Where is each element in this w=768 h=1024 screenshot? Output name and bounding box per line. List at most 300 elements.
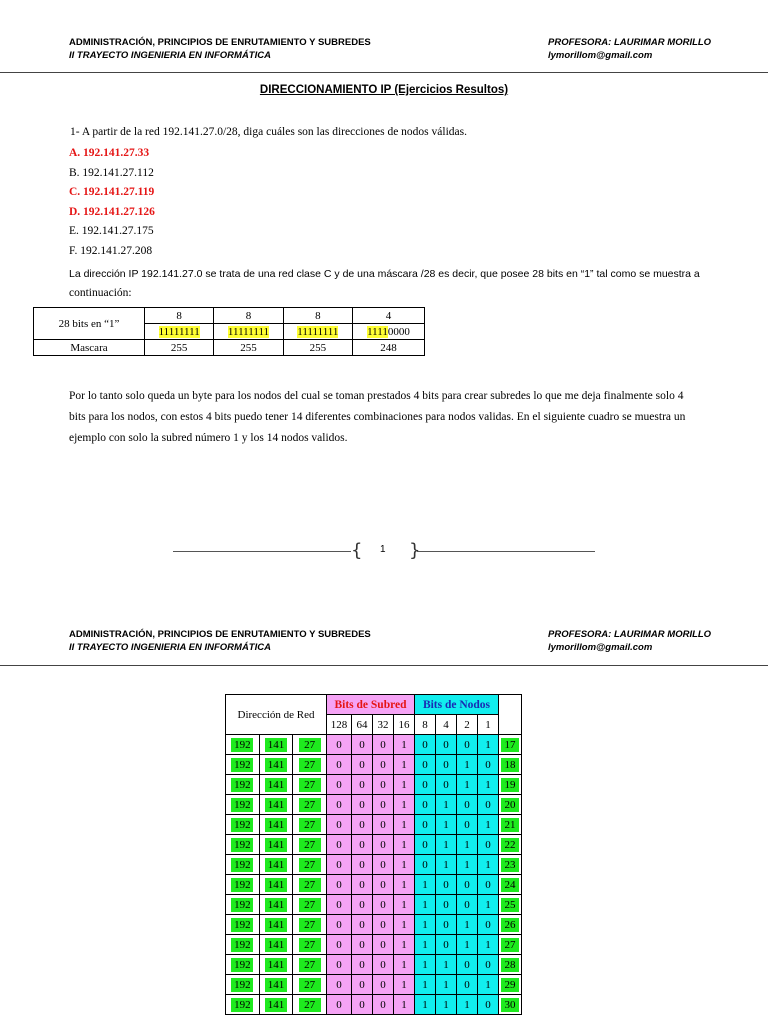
octet-cell — [226, 935, 260, 955]
table-row — [226, 955, 522, 975]
host-value: 28 — [501, 958, 519, 972]
octet-cell — [226, 735, 260, 755]
octet-value: 141 — [265, 978, 287, 992]
explanation-line-2: continuación: — [69, 287, 132, 299]
octet-cell — [293, 935, 327, 955]
subnet-bit: 0 — [352, 835, 373, 855]
octet-cell — [259, 815, 293, 835]
mask-value: 255 — [214, 340, 283, 356]
octet-cell — [259, 995, 293, 1015]
bit-label: 64 — [352, 715, 373, 735]
table-row — [226, 935, 522, 955]
node-bit: 0 — [457, 975, 478, 995]
subnet-bit: 1 — [394, 735, 415, 755]
table-row — [226, 755, 522, 775]
page1-header-left — [69, 36, 371, 62]
octet-value: 27 — [299, 998, 321, 1012]
footer-brace-left: { — [351, 540, 363, 561]
octet-value: 141 — [265, 918, 287, 932]
node-bit: 0 — [415, 755, 436, 775]
subnet-bit: 0 — [327, 915, 352, 935]
table-row — [226, 735, 522, 755]
node-bit: 0 — [478, 755, 499, 775]
host-cell — [499, 935, 522, 955]
host-value: 27 — [501, 938, 519, 952]
node-bit: 1 — [457, 775, 478, 795]
octet-cell — [226, 755, 260, 775]
node-bit: 0 — [478, 955, 499, 975]
octet-value: 141 — [265, 878, 287, 892]
node-bit: 1 — [457, 935, 478, 955]
host-cell — [499, 875, 522, 895]
professor-email: lymorillom@gmail.com — [548, 642, 653, 653]
octet-value: 27 — [299, 898, 321, 912]
node-bit: 0 — [478, 915, 499, 935]
octet-cell — [259, 955, 293, 975]
answer-option: B. 192.141.27.112 — [69, 166, 154, 179]
node-bit: 1 — [478, 775, 499, 795]
node-bit: 1 — [478, 935, 499, 955]
node-bit: 1 — [436, 815, 457, 835]
node-bit: 0 — [436, 935, 457, 955]
node-bit: 0 — [415, 835, 436, 855]
octet-cell — [259, 795, 293, 815]
octet-cell — [259, 975, 293, 995]
subnet-bit: 0 — [373, 935, 394, 955]
nodes-header-label: Bits de Nodos — [422, 698, 491, 711]
host-cell — [499, 775, 522, 795]
node-bit: 0 — [436, 875, 457, 895]
host-value: 21 — [501, 818, 519, 832]
nodes-header-row — [226, 695, 522, 715]
octet-value: 27 — [299, 798, 321, 812]
mask-count: 8 — [283, 308, 352, 324]
mask-values-row — [34, 340, 425, 356]
subnet-bit: 1 — [394, 915, 415, 935]
octet-value: 27 — [299, 758, 321, 772]
host-cell — [499, 975, 522, 995]
page1-header-right — [548, 36, 711, 62]
subnet-bit: 0 — [352, 995, 373, 1015]
subnet-bit: 0 — [373, 895, 394, 915]
octet-value: 192 — [231, 978, 253, 992]
node-bit: 1 — [478, 855, 499, 875]
nodes-table — [225, 694, 522, 1015]
subnet-bit: 0 — [373, 875, 394, 895]
subnet-bit: 1 — [394, 875, 415, 895]
subnet-bit: 0 — [327, 855, 352, 875]
explanation-line-1: La dirección IP 192.141.27.0 se trata de una red clase C y de una máscara /28 es decir, que posee 28 bits en “1” tal como se muestra a — [69, 268, 700, 280]
octet-value: 27 — [299, 978, 321, 992]
octet-value: 192 — [231, 938, 253, 952]
subnet-bit: 0 — [352, 795, 373, 815]
host-cell — [499, 835, 522, 855]
octet-value: 141 — [265, 798, 287, 812]
mask-bits-highlight: 11111111 — [158, 325, 200, 338]
node-bit: 1 — [436, 835, 457, 855]
subnet-bit: 1 — [394, 935, 415, 955]
octet-value: 27 — [299, 818, 321, 832]
node-bit: 1 — [478, 815, 499, 835]
octet-cell — [293, 955, 327, 975]
answer-option: C. 192.141.27.119 — [69, 186, 155, 199]
answer-option: E. 192.141.27.175 — [69, 225, 154, 238]
subnet-bit: 0 — [327, 815, 352, 835]
host-value: 26 — [501, 918, 519, 932]
node-bit: 1 — [436, 855, 457, 875]
octet-cell — [259, 895, 293, 915]
octet-value: 192 — [231, 838, 253, 852]
subnet-bit: 0 — [373, 815, 394, 835]
octet-value: 141 — [265, 758, 287, 772]
mask-bits — [283, 324, 352, 340]
bit-label: 1 — [478, 715, 499, 735]
octet-cell — [293, 855, 327, 875]
octet-value: 192 — [231, 958, 253, 972]
footer-brace-right: } — [409, 540, 421, 561]
octet-cell — [226, 855, 260, 875]
net-header: Dirección de Red — [226, 695, 327, 735]
octet-cell — [226, 795, 260, 815]
mask-counts-row — [34, 308, 425, 324]
mask-bits — [145, 324, 214, 340]
host-value: 29 — [501, 978, 519, 992]
host-cell — [499, 995, 522, 1015]
subnet-bit: 0 — [327, 875, 352, 895]
host-cell — [499, 815, 522, 835]
node-bit: 1 — [415, 975, 436, 995]
program-title: II TRAYECTO INGENIERIA EN INFORMÁTICA — [69, 50, 271, 61]
node-bit: 1 — [415, 915, 436, 935]
host-value: 22 — [501, 838, 519, 852]
octet-cell — [259, 735, 293, 755]
subnet-bit: 0 — [352, 775, 373, 795]
subnet-bit: 0 — [327, 835, 352, 855]
subnet-bit: 1 — [394, 755, 415, 775]
host-value: 17 — [501, 738, 519, 752]
header-divider — [0, 665, 768, 666]
octet-cell — [293, 875, 327, 895]
octet-cell — [226, 915, 260, 935]
page-title: DIRECCIONAMIENTO IP (Ejercicios Resultos) — [259, 84, 509, 96]
host-cell — [499, 735, 522, 755]
node-bit: 1 — [457, 855, 478, 875]
node-bit: 1 — [415, 935, 436, 955]
header-divider — [0, 72, 768, 73]
octet-cell — [226, 975, 260, 995]
program-title: II TRAYECTO INGENIERIA EN INFORMÁTICA — [69, 642, 271, 653]
node-bit: 1 — [457, 995, 478, 1015]
subnet-bit: 0 — [327, 775, 352, 795]
answer-option: F. 192.141.27.208 — [69, 245, 153, 257]
host-cell — [499, 895, 522, 915]
node-bit: 1 — [436, 795, 457, 815]
node-bit: 1 — [415, 995, 436, 1015]
octet-cell — [226, 955, 260, 975]
paragraph: Por lo tanto solo queda un byte para los nodos del cual se toman prestados 4 bits para crear subredes lo que me deja finalmente solo 4 bits para los nodos, con estos 4 bits puedo tener 14 diferentes combinaciones para nodos validas. En el siguiente cuadro se muestra un ejemplo con solo la subred número 1 y los 14 nodos validos. — [69, 390, 686, 444]
octet-value: 192 — [231, 878, 253, 892]
subnet-bit: 0 — [327, 895, 352, 915]
node-bit: 0 — [478, 875, 499, 895]
octet-cell — [259, 775, 293, 795]
node-bit: 0 — [415, 855, 436, 875]
subnet-bit: 1 — [394, 955, 415, 975]
node-bit: 1 — [457, 755, 478, 775]
mask-bits — [214, 324, 283, 340]
mask-value: 255 — [145, 340, 214, 356]
octet-cell — [293, 895, 327, 915]
host-cell — [499, 955, 522, 975]
subnet-bit: 0 — [352, 735, 373, 755]
bit-label: 8 — [415, 715, 436, 735]
octet-cell — [226, 835, 260, 855]
octet-cell — [226, 775, 260, 795]
mask-row-label: 28 bits en “1” — [34, 308, 145, 340]
subnet-bit: 0 — [373, 735, 394, 755]
octet-value: 192 — [231, 858, 253, 872]
subnet-bit: 1 — [394, 795, 415, 815]
octet-cell — [293, 835, 327, 855]
host-value: 30 — [501, 998, 519, 1012]
octet-cell — [293, 735, 327, 755]
subnet-bit: 0 — [373, 775, 394, 795]
octet-cell — [226, 815, 260, 835]
octet-value: 192 — [231, 818, 253, 832]
mask-count: 4 — [352, 308, 424, 324]
table-row — [226, 915, 522, 935]
octet-value: 141 — [265, 778, 287, 792]
octet-value: 27 — [299, 778, 321, 792]
subnet-bit: 1 — [394, 775, 415, 795]
table-row — [226, 855, 522, 875]
octet-value: 27 — [299, 738, 321, 752]
node-bit: 0 — [415, 815, 436, 835]
octet-value: 141 — [265, 898, 287, 912]
octet-cell — [259, 935, 293, 955]
mask-count: 8 — [214, 308, 283, 324]
octet-value: 141 — [265, 738, 287, 752]
subnet-bit: 0 — [327, 735, 352, 755]
node-bit: 0 — [457, 875, 478, 895]
host-value: 25 — [501, 898, 519, 912]
subnet-bit: 0 — [352, 975, 373, 995]
mask-value: 255 — [283, 340, 352, 356]
octet-cell — [259, 915, 293, 935]
subnet-bit: 0 — [327, 755, 352, 775]
subnet-bit: 0 — [352, 755, 373, 775]
mask-value: 248 — [352, 340, 424, 356]
octet-value: 141 — [265, 818, 287, 832]
table-row — [226, 835, 522, 855]
node-bit: 0 — [457, 735, 478, 755]
subnet-bit: 1 — [394, 975, 415, 995]
bit-label: 128 — [327, 715, 352, 735]
node-bit: 0 — [478, 835, 499, 855]
subnet-bit: 1 — [394, 815, 415, 835]
subnet-bit: 0 — [373, 755, 394, 775]
nodes-header — [415, 695, 499, 715]
subnet-bit: 0 — [373, 915, 394, 935]
node-bit: 1 — [436, 975, 457, 995]
subnet-bit: 1 — [394, 835, 415, 855]
subnet-bit: 0 — [352, 915, 373, 935]
subnet-bit: 0 — [352, 895, 373, 915]
footer-line-right — [417, 551, 595, 552]
host-cell — [499, 795, 522, 815]
host-value: 18 — [501, 758, 519, 772]
node-bit: 0 — [415, 735, 436, 755]
octet-value: 141 — [265, 998, 287, 1012]
node-bit: 0 — [436, 755, 457, 775]
node-bit: 0 — [457, 795, 478, 815]
subnet-bit: 0 — [373, 975, 394, 995]
octet-cell — [259, 755, 293, 775]
node-bit: 1 — [478, 895, 499, 915]
course-title: ADMINISTRACIÓN, PRINCIPIOS DE ENRUTAMIENTO Y SUBREDES — [69, 629, 371, 640]
node-bit: 1 — [457, 915, 478, 935]
subnet-bit: 0 — [352, 815, 373, 835]
mask-bits-highlight: 1111 — [367, 325, 388, 338]
node-bit: 0 — [415, 795, 436, 815]
host-cell — [499, 855, 522, 875]
answer-option: D. 192.141.27.126 — [69, 205, 155, 218]
mask-bits-highlight: 11111111 — [227, 325, 270, 338]
octet-value: 192 — [231, 798, 253, 812]
table-row — [226, 775, 522, 795]
node-bit: 0 — [436, 915, 457, 935]
subnet-bit: 0 — [327, 795, 352, 815]
subnet-header-label: Bits de Subred — [334, 698, 407, 711]
page-number: 1 — [380, 544, 386, 555]
subnet-bit: 0 — [327, 975, 352, 995]
octet-cell — [293, 915, 327, 935]
octet-value: 27 — [299, 838, 321, 852]
host-value: 19 — [501, 778, 519, 792]
table-row — [226, 895, 522, 915]
mask-table — [33, 307, 425, 356]
subnet-bit: 0 — [373, 835, 394, 855]
mask-bits — [352, 324, 424, 340]
octet-value: 192 — [231, 918, 253, 932]
node-bit: 1 — [436, 995, 457, 1015]
mask-bits-highlight: 11111111 — [297, 325, 339, 338]
octet-value: 192 — [231, 738, 253, 752]
octet-cell — [293, 755, 327, 775]
subnet-bit: 0 — [352, 875, 373, 895]
node-bit: 0 — [457, 815, 478, 835]
subnet-bit: 1 — [394, 855, 415, 875]
page2-header-right — [548, 628, 711, 654]
node-bit: 0 — [436, 895, 457, 915]
table-row — [226, 995, 522, 1015]
professor-email: lymorillom@gmail.com — [548, 50, 653, 61]
subnet-bit: 0 — [327, 955, 352, 975]
subnet-bit: 1 — [394, 895, 415, 915]
octet-cell — [293, 815, 327, 835]
node-bit: 1 — [415, 875, 436, 895]
subnet-bit: 0 — [327, 935, 352, 955]
host-value: 20 — [501, 798, 519, 812]
question-text: 1- A partir de la red 192.141.27.0/28, diga cuáles son las direcciones de nodos válidas. — [70, 126, 467, 138]
page2-header-left — [69, 628, 371, 654]
table-row — [226, 795, 522, 815]
octet-value: 27 — [299, 878, 321, 892]
subnet-bit: 0 — [373, 855, 394, 875]
table-row — [226, 815, 522, 835]
subnet-header — [327, 695, 415, 715]
octet-value: 27 — [299, 938, 321, 952]
node-bit: 0 — [436, 775, 457, 795]
octet-value: 192 — [231, 758, 253, 772]
node-bit: 0 — [457, 955, 478, 975]
node-bit: 1 — [478, 975, 499, 995]
host-cell — [499, 915, 522, 935]
host-value: 24 — [501, 878, 519, 892]
node-bit: 0 — [478, 995, 499, 1015]
node-bit: 1 — [436, 955, 457, 975]
octet-cell — [226, 995, 260, 1015]
host-header — [499, 695, 522, 735]
professor-name: PROFESORA: LAURIMAR MORILLO — [548, 37, 712, 48]
octet-value: 141 — [265, 958, 287, 972]
host-value: 23 — [501, 858, 519, 872]
octet-cell — [293, 775, 327, 795]
table-row — [226, 975, 522, 995]
node-bit: 1 — [478, 735, 499, 755]
node-bit: 0 — [478, 795, 499, 815]
node-bit: 1 — [457, 835, 478, 855]
bit-label: 32 — [373, 715, 394, 735]
subnet-bit: 0 — [352, 855, 373, 875]
mask-label: Mascara — [34, 340, 145, 356]
octet-cell — [293, 975, 327, 995]
subnet-bit: 0 — [373, 995, 394, 1015]
octet-value: 27 — [299, 958, 321, 972]
subnet-bit: 0 — [352, 955, 373, 975]
octet-value: 141 — [265, 838, 287, 852]
node-bit: 1 — [415, 895, 436, 915]
octet-value: 141 — [265, 938, 287, 952]
octet-value: 192 — [231, 898, 253, 912]
table-row — [226, 875, 522, 895]
octet-cell — [226, 875, 260, 895]
octet-cell — [293, 795, 327, 815]
node-bit: 0 — [415, 775, 436, 795]
answer-option: A. 192.141.27.33 — [69, 147, 150, 159]
footer-line-left — [173, 551, 351, 552]
bit-label: 16 — [394, 715, 415, 735]
bit-label: 4 — [436, 715, 457, 735]
mask-count: 8 — [145, 308, 214, 324]
octet-cell — [259, 855, 293, 875]
professor-name: PROFESORA: LAURIMAR MORILLO — [548, 629, 712, 640]
octet-cell — [293, 995, 327, 1015]
subnet-bit: 0 — [352, 935, 373, 955]
octet-cell — [259, 875, 293, 895]
bit-label: 2 — [457, 715, 478, 735]
host-cell — [499, 755, 522, 775]
course-title: ADMINISTRACIÓN, PRINCIPIOS DE ENRUTAMIENTO Y SUBREDES — [69, 37, 371, 48]
octet-value: 192 — [231, 778, 253, 792]
node-bit: 0 — [436, 735, 457, 755]
mask-bits-rest: 0000 — [387, 325, 410, 338]
node-bit: 0 — [457, 895, 478, 915]
octet-cell — [259, 835, 293, 855]
octet-value: 192 — [231, 998, 253, 1012]
octet-value: 27 — [299, 858, 321, 872]
node-bit: 1 — [415, 955, 436, 975]
subnet-bit: 0 — [327, 995, 352, 1015]
